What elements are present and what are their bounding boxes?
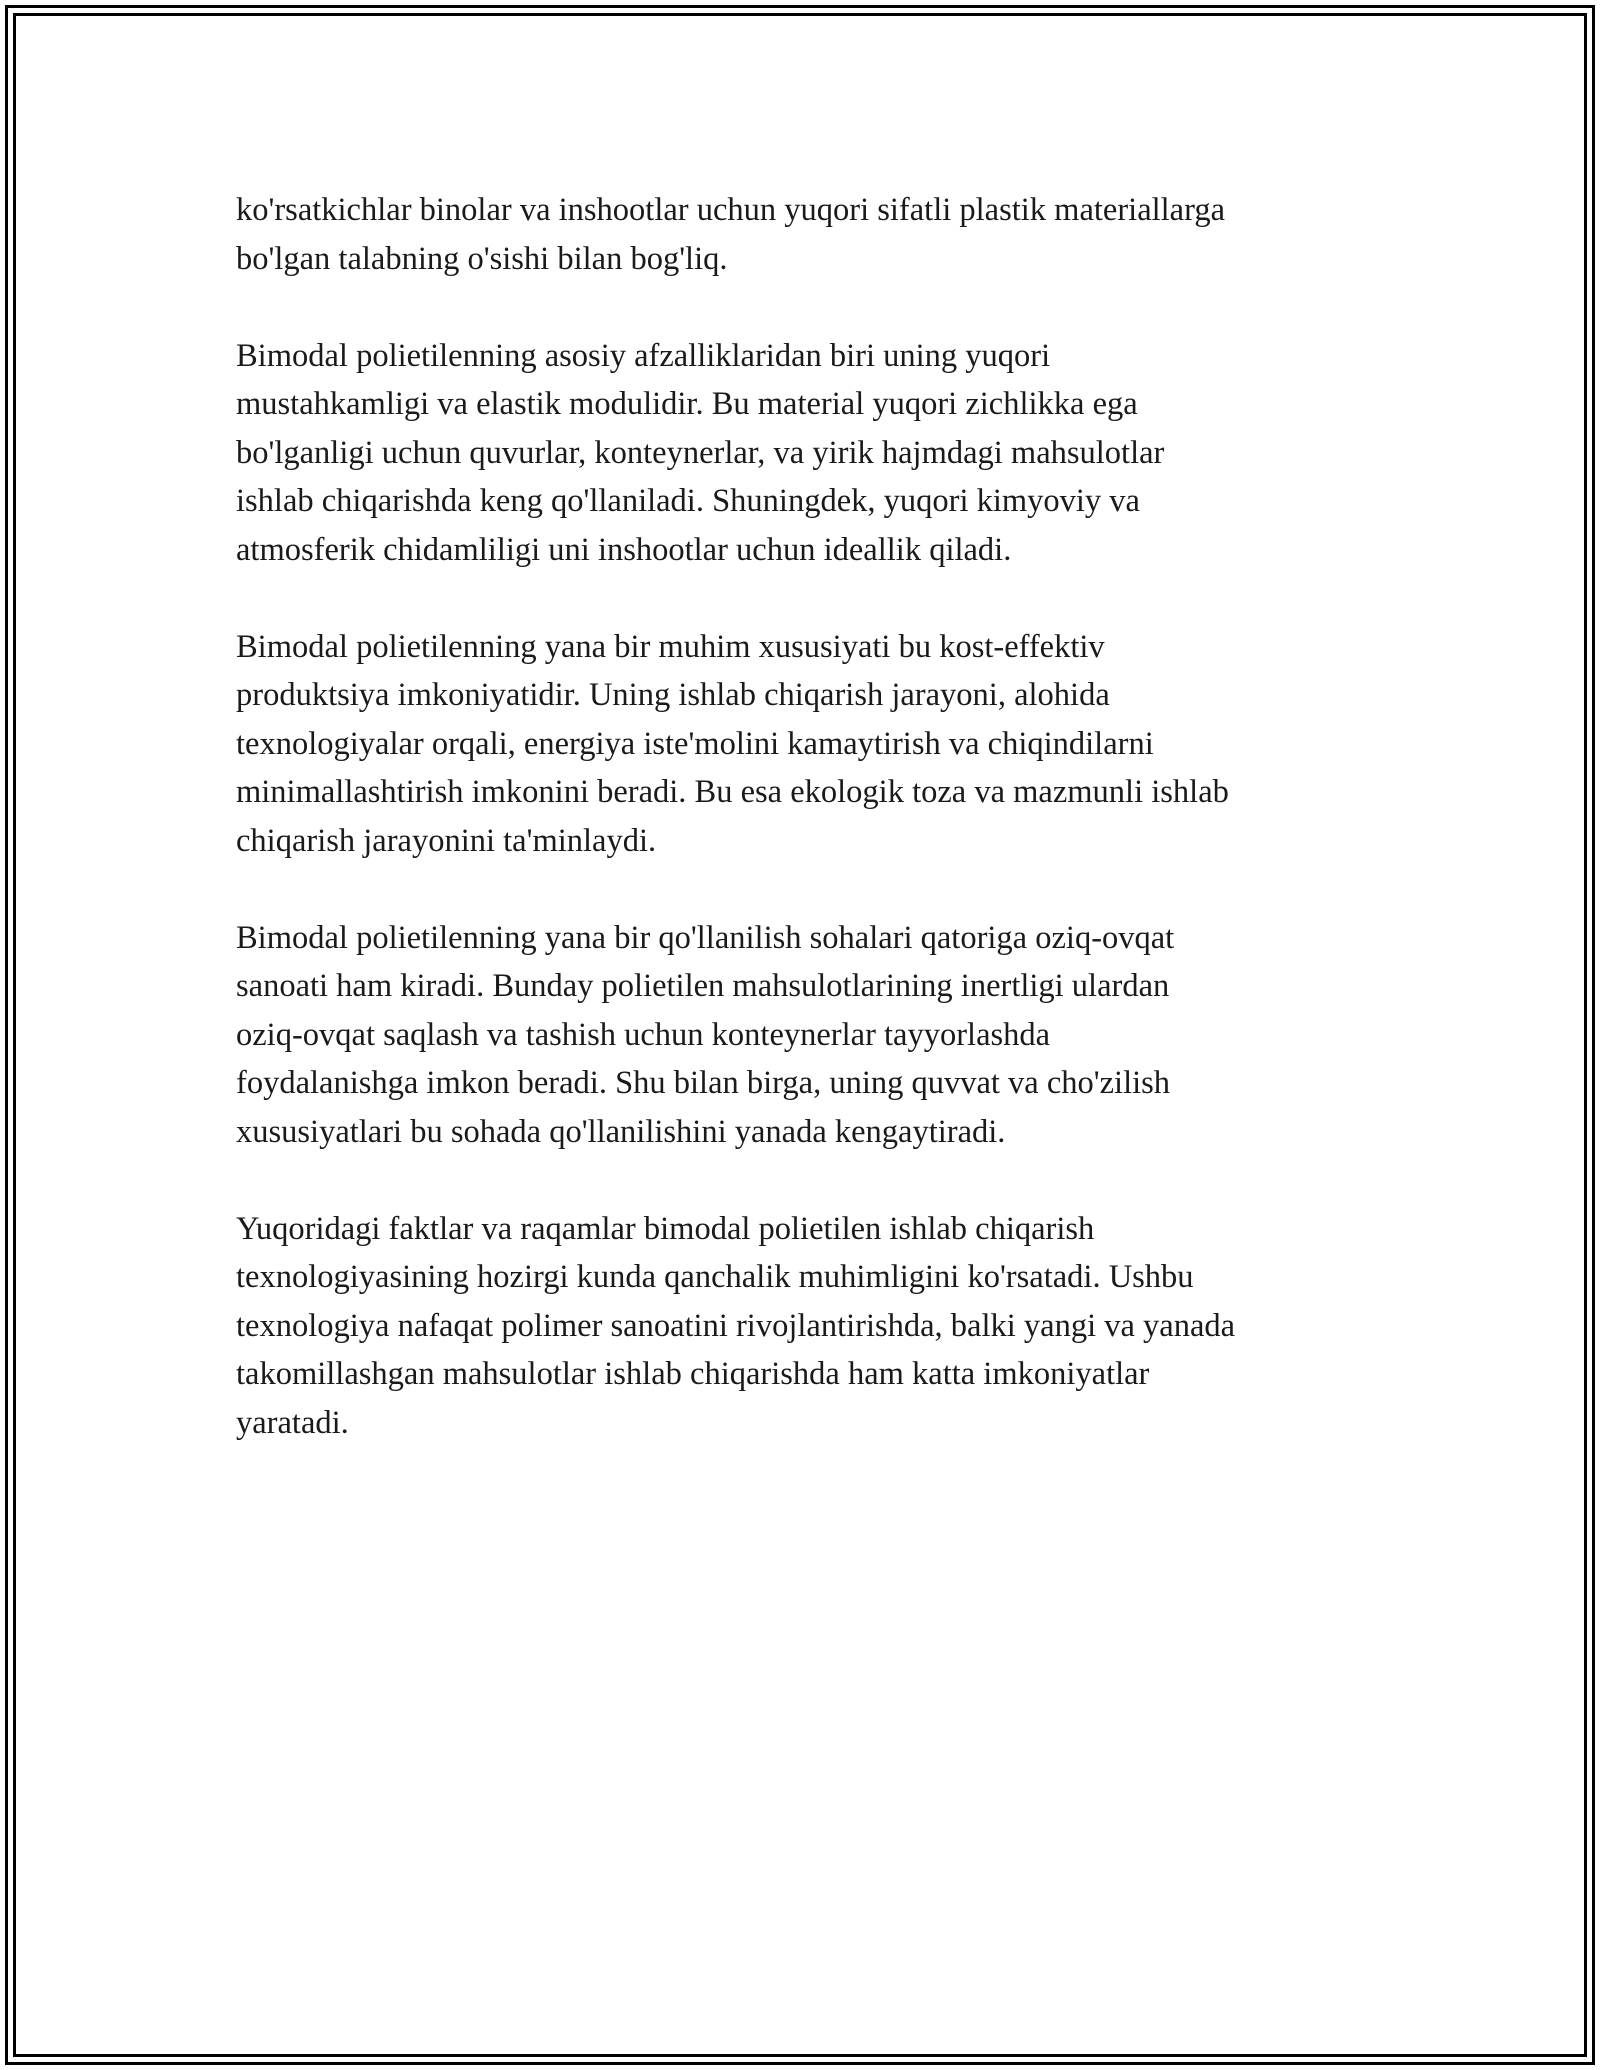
text-line: ko'rsatkichlar binolar va inshootlar uchun yuqori sifatli plastik materiallarga (236, 192, 1226, 228)
paragraph-1 (236, 186, 1386, 283)
text-line: sanoati ham kiradi. Bunday polietilen mahsulotlarining inertligi ulardan (236, 968, 1170, 1004)
text-line: mustahkamligi va elastik modulidir. Bu material yuqori zichlikka ega (236, 386, 1138, 422)
text-line: bo'lganligi uchun quvurlar, konteynerlar, va yirik hajmdagi mahsulotlar (236, 434, 1165, 471)
paragraph-2 (236, 332, 1386, 575)
text-line: foydalanishga imkon beradi. Shu bilan birga, uning quvvat va cho'zilish (236, 1065, 1171, 1101)
text-line: texnologiya nafaqat polimer sanoatini rivojlantirishda, balki yangi va yanada (236, 1307, 1236, 1344)
text-line: oziq-ovqat saqlash va tashish uchun konteynerlar tayyorlashda (236, 1016, 1051, 1053)
text-line: yaratadi. (236, 1404, 349, 1441)
text-line: Bimodal polietilenning yana bir qo'llanilish sohalari qatoriga oziq-ovqat (236, 919, 1175, 956)
text-line: texnologiyasining hozirgi kunda qanchalik muhimligini ko'rsatadi. Ushbu (236, 1259, 1194, 1295)
paragraph-4 (236, 914, 1386, 1157)
text-line: Yuqoridagi faktlar va raqamlar bimodal polietilen ishlab chiqarish (236, 1210, 1095, 1247)
text-line: Bimodal polietilenning yana bir muhim xususiyati bu kost-effektiv (236, 628, 1105, 665)
text-line: texnologiyalar orqali, energiya iste'molini kamaytirish va chiqindilarni (236, 725, 1154, 762)
text-line: takomillashgan mahsulotlar ishlab chiqarishda ham katta imkoniyatlar (236, 1356, 1150, 1392)
text-line: ishlab chiqarishda keng qo'llaniladi. Shuningdek, yuqori kimyoviy va (236, 483, 1140, 519)
document-body (236, 186, 1386, 1496)
paragraph-5 (236, 1205, 1386, 1448)
text-line: bo'lgan talabning o'sishi bilan bog'liq. (236, 240, 728, 277)
text-line: produktsiya imkoniyatidir. Uning ishlab chiqarish jarayoni, alohida (236, 677, 1110, 713)
text-line: chiqarish jarayonini ta'minlaydi. (236, 822, 657, 859)
text-line: atmosferik chidamliligi uni inshootlar uchun ideallik qiladi. (236, 531, 1012, 568)
text-line: xususiyatlari bu sohada qo'llanilishini yanada kengaytiradi. (236, 1113, 1006, 1150)
text-line: Bimodal polietilenning asosiy afzalliklaridan biri uning yuqori (236, 337, 1051, 374)
paragraph-3 (236, 623, 1386, 866)
text-line: minimallashtirish imkonini beradi. Bu esa ekologik toza va mazmunli ishlab (236, 774, 1229, 810)
